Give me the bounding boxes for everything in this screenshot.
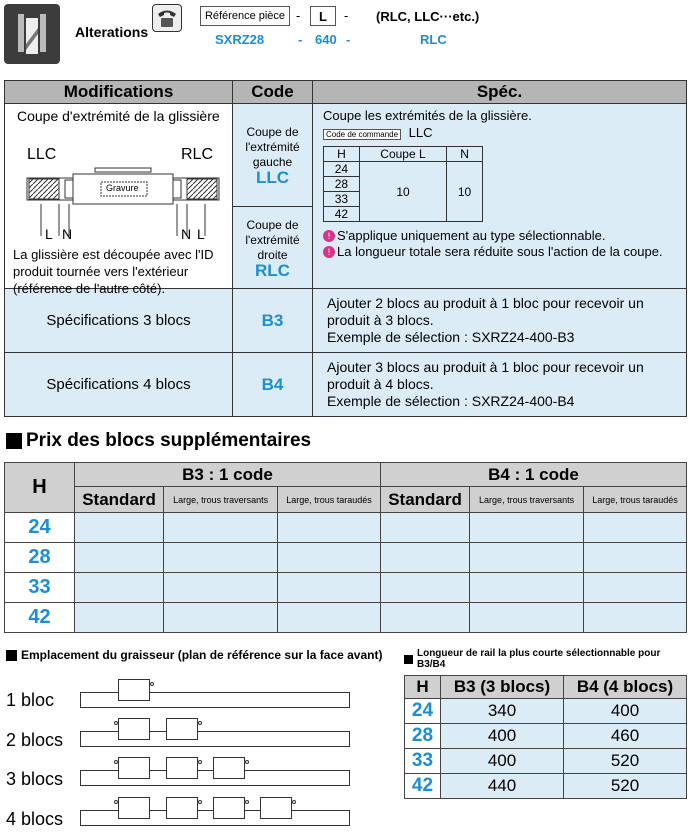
- grease-nipple-icon: [245, 760, 249, 764]
- price-cell: [380, 573, 469, 603]
- table-row: [405, 774, 687, 799]
- block: [118, 797, 150, 819]
- table-row: [5, 603, 687, 633]
- dim-l-left: L: [45, 226, 53, 242]
- sub-h-33: 33: [324, 192, 360, 207]
- end-cut-cell: [5, 104, 233, 296]
- price-cell: [164, 513, 278, 543]
- table-row: [5, 573, 687, 603]
- block: [260, 797, 292, 819]
- table-row: [405, 699, 687, 724]
- spec-3-blocks-title: Spécifications 3 blocs: [5, 289, 233, 353]
- rail-length-table: [404, 675, 687, 799]
- code-llc-cell: [233, 104, 313, 207]
- rail-length-b3: 340: [441, 699, 564, 724]
- price-cell: [75, 513, 164, 543]
- l-box: L: [310, 6, 336, 26]
- price-cell: [164, 573, 278, 603]
- grease-section-title: Emplacement du graisseur (plan de référence sur la face avant): [21, 648, 383, 662]
- price-h-header: H: [5, 463, 75, 513]
- rail-length-b4-header: B4 (4 blocs): [564, 676, 687, 699]
- ref-piece-box: Référence pièce: [200, 6, 290, 26]
- example-dash-2: -: [346, 32, 351, 47]
- price-cell: [75, 573, 164, 603]
- b3-large-taraudes-header: Large, trous taraudés: [278, 487, 381, 513]
- rail-length-h: 24: [405, 699, 441, 724]
- rail-length-h-header: H: [405, 676, 441, 699]
- rail-length-b4: 460: [564, 724, 687, 749]
- code-rlc-text-1: Coupe de l'extrémité droite: [245, 217, 300, 262]
- block: [118, 718, 150, 740]
- price-cell: [584, 603, 687, 633]
- sub-h-42: 42: [324, 207, 360, 222]
- dim-n-right: N: [181, 226, 192, 242]
- rail-length-b3: 440: [441, 774, 564, 799]
- gravure-label: Gravure: [106, 183, 139, 193]
- price-cell: [470, 543, 584, 573]
- example-code: SXRZ28: [215, 32, 265, 47]
- sub-n-value: 10: [447, 162, 483, 222]
- rail-length-heading: [404, 648, 691, 670]
- command-code-label: Code de commande: [323, 129, 401, 140]
- code-llc: LLC: [255, 168, 290, 187]
- end-cut-description: La glissière est découpée avec l'ID produit tournée vers l'extérieur (référence de l'autre côté).: [13, 247, 214, 296]
- rail-length-b3-header: B3 (3 blocs): [441, 676, 564, 699]
- rail-label-4: 4 blocs: [6, 809, 64, 829]
- alterations-icon: [4, 4, 60, 64]
- block: [213, 757, 245, 779]
- code-rlc: RLC: [255, 260, 290, 280]
- spec-3-blocks-example: Exemple de sélection : SXRZ24-400-B3: [327, 329, 575, 345]
- phone-icon: [152, 4, 182, 32]
- table-row: [5, 513, 687, 543]
- end-cut-spec-cell: [313, 104, 687, 289]
- spec-4-blocks-text: Ajouter 3 blocs au produit à 1 bloc pour recevoir un produit à 4 blocs.: [327, 359, 644, 392]
- b4-large-taraudes-header: Large, trous taraudés: [584, 487, 687, 513]
- rail-label-2: 2 blocs: [6, 730, 64, 750]
- spec-4-blocks-example: Exemple de sélection : SXRZ24-400-B4: [327, 393, 575, 409]
- note-2: La longueur totale sera réduite sous l'action de la coupe.: [337, 244, 663, 259]
- b3-large-traversants-header: Large, trous traversants: [164, 487, 278, 513]
- sub-coupe-value: 10: [359, 162, 446, 222]
- block: [166, 718, 198, 740]
- price-cell: [278, 543, 381, 573]
- grease-nipple-icon: [292, 800, 296, 804]
- end-cut-diagram: [23, 164, 223, 246]
- dim-n-left: N: [62, 226, 73, 242]
- rail-length-b4: 520: [564, 774, 687, 799]
- price-cell: [75, 543, 164, 573]
- price-section-heading: [6, 430, 311, 452]
- price-cell: [164, 543, 278, 573]
- rail-length-h: 33: [405, 749, 441, 774]
- price-cell: [470, 513, 584, 543]
- section-square-icon: [6, 650, 17, 661]
- b4-large-traversants-header: Large, trous traversants: [470, 487, 584, 513]
- price-table: [4, 462, 687, 633]
- price-row-h: 42: [5, 603, 75, 633]
- llc-diagram-label: LLC: [27, 146, 57, 163]
- table-row: [405, 724, 687, 749]
- table-row: [405, 749, 687, 774]
- grease-nipple-icon: [150, 682, 154, 686]
- price-cell: [380, 513, 469, 543]
- code-b4: B4: [233, 353, 313, 417]
- price-cell: [584, 573, 687, 603]
- col-modifications: Modifications: [5, 81, 233, 104]
- block: [118, 679, 150, 701]
- rail-length-h: 28: [405, 724, 441, 749]
- price-cell: [278, 513, 381, 543]
- price-cell: [470, 603, 584, 633]
- grease-nipple-icon: [245, 800, 249, 804]
- rail-label-3: 3 blocs: [6, 769, 64, 789]
- price-cell: [278, 573, 381, 603]
- header-title: Alterations: [75, 24, 149, 40]
- spec-4-blocks-title: Spécifications 4 blocs: [5, 353, 233, 417]
- rlc-diagram-label: RLC: [181, 146, 214, 163]
- spec-4-blocks-cell: [313, 353, 687, 417]
- section-square-icon: [6, 433, 22, 449]
- dim-l-right: L: [197, 226, 205, 242]
- command-code-value: LLC: [408, 125, 433, 140]
- block: [118, 757, 150, 779]
- b3-standard-header: Standard: [75, 487, 164, 513]
- sub-h-header: H: [324, 147, 360, 162]
- table-row: [5, 543, 687, 573]
- example-dash-1: -: [298, 32, 303, 47]
- example-length: 640: [315, 32, 337, 47]
- sub-h-24: 24: [324, 162, 360, 177]
- rail-length-h: 42: [405, 774, 441, 799]
- price-row-h: 24: [5, 513, 75, 543]
- warning-icon: !: [323, 230, 335, 242]
- coupe-subtable: [323, 146, 483, 222]
- end-cut-title: Coupe d'extrémité de la glissière: [17, 108, 220, 124]
- code-llc-text: Coupe de l'extrémité gauche: [245, 125, 300, 169]
- grease-nipple-icon: [198, 721, 202, 725]
- spec-3-blocks-text: Ajouter 2 blocs au produit à 1 bloc pour recevoir un produit à 3 blocs.: [327, 295, 644, 328]
- rail-label-1: 1 bloc: [6, 690, 55, 710]
- col-code: Code: [233, 81, 313, 104]
- modifications-table: [4, 80, 687, 417]
- block: [166, 797, 198, 819]
- rail-length-b3: 400: [441, 749, 564, 774]
- price-b4-header: B4 : 1 code: [380, 463, 686, 487]
- rail-length-b3: 400: [441, 724, 564, 749]
- header-dash-1: -: [296, 8, 301, 23]
- grease-section-heading: [6, 648, 382, 662]
- code-rlc-cell: [233, 207, 313, 289]
- rail-length-title: Longueur de rail la plus courte sélectionnable pour B3/B4: [416, 648, 661, 670]
- sub-coupe-header: Coupe L: [359, 147, 446, 162]
- note-1: S'applique uniquement au type sélectionnable.: [337, 228, 606, 243]
- grease-nipple-icon: [198, 800, 202, 804]
- price-row-h: 28: [5, 543, 75, 573]
- price-cell: [470, 573, 584, 603]
- section-square-icon: [404, 655, 413, 664]
- price-cell: [75, 603, 164, 633]
- rail-length-b4: 520: [564, 749, 687, 774]
- block: [166, 757, 198, 779]
- price-b3-header: B3 : 1 code: [75, 463, 381, 487]
- price-row-h: 33: [5, 573, 75, 603]
- options-label: (RLC, LLC···etc.): [376, 9, 480, 24]
- price-cell: [584, 543, 687, 573]
- price-section-title: Prix des blocs supplémentaires: [26, 430, 312, 451]
- price-cell: [380, 543, 469, 573]
- code-b3: B3: [233, 289, 313, 353]
- header-dash-2: -: [344, 8, 349, 23]
- price-cell: [380, 603, 469, 633]
- price-cell: [164, 603, 278, 633]
- end-cut-spec-title: Coupe les extrémités de la glissière.: [323, 108, 532, 123]
- col-spec: Spéc.: [313, 81, 687, 104]
- sub-h-28: 28: [324, 177, 360, 192]
- block: [213, 797, 245, 819]
- warning-icon: !: [323, 246, 335, 258]
- price-cell: [278, 603, 381, 633]
- spec-3-blocks-cell: [313, 289, 687, 353]
- price-cell: [584, 513, 687, 543]
- b4-standard-header: Standard: [380, 487, 469, 513]
- grease-nipple-icon: [198, 760, 202, 764]
- sub-n-header: N: [447, 147, 483, 162]
- rail-length-b4: 400: [564, 699, 687, 724]
- example-option: RLC: [420, 32, 447, 47]
